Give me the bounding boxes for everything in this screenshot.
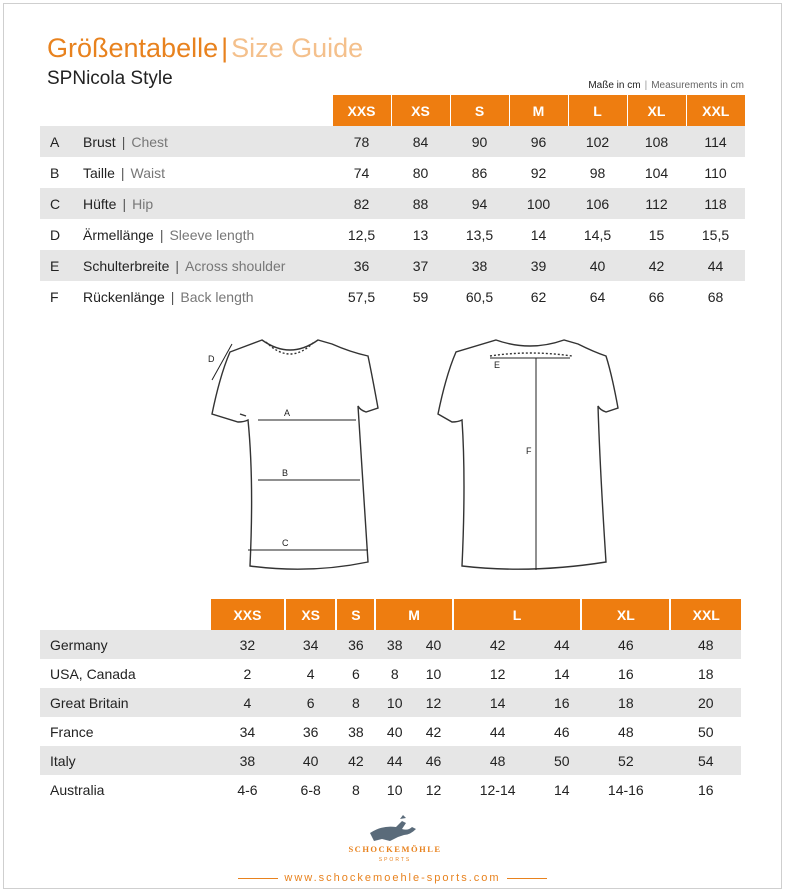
conversion-value: 38 <box>210 746 285 775</box>
size-header: XS <box>285 599 337 630</box>
label-english: Waist <box>130 164 166 181</box>
title-german: Größentabelle <box>47 33 219 63</box>
unit-german: Maße in cm <box>588 80 641 91</box>
label-separator: | <box>120 164 125 181</box>
conversion-value: 38 <box>375 630 414 659</box>
measurement-value: 104 <box>644 164 669 181</box>
conversion-header-row <box>40 599 741 630</box>
conversion-value: 50 <box>697 723 714 740</box>
measurement-value: 108 <box>627 126 686 157</box>
size-header: S <box>450 95 509 126</box>
country-name: Germany <box>40 630 210 659</box>
front-measure-lines <box>212 344 368 550</box>
row-letter: A <box>40 126 83 157</box>
front-view <box>212 340 378 569</box>
conversion-value: 50 <box>542 746 581 775</box>
measurement-value: 80 <box>412 164 429 181</box>
back-measure-lines <box>490 358 570 570</box>
conversion-value: 2 <box>243 665 252 682</box>
measurement-value: 15 <box>648 226 665 243</box>
measurement-value: 94 <box>450 188 509 219</box>
conversion-value: 16 <box>618 665 634 682</box>
row-letter: F <box>50 288 59 305</box>
label-german: Rückenlänge <box>83 288 165 305</box>
measurement-value: 13 <box>412 226 429 243</box>
conversion-value: 48 <box>453 746 542 775</box>
country-name: Great Britain <box>40 688 210 717</box>
label-separator: | <box>122 195 127 212</box>
size-header: XS <box>391 95 450 126</box>
conversion-value: 10 <box>425 665 442 682</box>
measurement-value: 96 <box>509 126 568 157</box>
label-a: A <box>284 408 291 418</box>
measurement-row <box>40 188 745 219</box>
row-letter: D <box>50 226 61 243</box>
size-header: XL <box>627 95 686 126</box>
country-name: USA, Canada <box>50 665 136 682</box>
label-f: F <box>526 446 532 456</box>
row-letter: B <box>50 164 60 181</box>
conversion-value: 6 <box>285 688 337 717</box>
conversion-value: 6-8 <box>300 781 321 798</box>
row-letter: C <box>40 188 83 219</box>
measurements-header-row <box>40 95 745 126</box>
conversion-value: 42 <box>453 630 542 659</box>
conversion-value: 38 <box>348 723 364 740</box>
measurement-value: 64 <box>589 288 606 305</box>
measurement-value: 40 <box>568 250 627 281</box>
conversion-value: 4-6 <box>237 781 258 798</box>
label-b: B <box>282 468 289 478</box>
size-header: M <box>509 95 568 126</box>
conversion-row <box>40 659 741 688</box>
size-header: XXS <box>332 95 391 126</box>
conversion-value: 32 <box>210 630 285 659</box>
conversion-value: 42 <box>336 746 375 775</box>
measurement-value: 59 <box>412 288 429 305</box>
label-german: Brust <box>83 133 116 150</box>
conversion-value: 54 <box>670 746 741 775</box>
website-link[interactable]: www.schockemoehle-sports.com <box>284 872 501 884</box>
measurement-value: 42 <box>627 250 686 281</box>
row-label <box>83 188 332 219</box>
conversion-value: 4 <box>306 665 315 682</box>
header-blank <box>40 95 332 126</box>
conversion-value: 14 <box>453 688 542 717</box>
conversion-value: 48 <box>618 723 634 740</box>
conversion-value: 40 <box>414 630 453 659</box>
size-header: L <box>568 95 627 126</box>
conversion-value: 18 <box>697 665 714 682</box>
label-separator: | <box>159 226 164 243</box>
measurement-value: 100 <box>509 188 568 219</box>
conversion-value: 12 <box>414 688 453 717</box>
measurement-row <box>40 219 745 250</box>
conversion-value: 4 <box>210 688 285 717</box>
measurement-value: 14 <box>530 226 547 243</box>
measurement-value: 74 <box>353 164 370 181</box>
measurement-value: 112 <box>627 188 686 219</box>
brand-name: SCHOCKEMÖHLE <box>348 844 442 854</box>
conversion-value: 46 <box>414 746 453 775</box>
measurement-value: 38 <box>450 250 509 281</box>
measurement-value: 78 <box>332 126 391 157</box>
unit-english: Measurements in cm <box>651 80 744 91</box>
horse-rider-icon <box>370 815 416 841</box>
label-english: Hip <box>132 195 154 212</box>
measurement-value: 66 <box>648 288 665 305</box>
measurement-value: 110 <box>704 164 727 181</box>
measurement-row <box>40 281 745 312</box>
conversion-value: 44 <box>542 630 581 659</box>
country-name: Italy <box>40 746 210 775</box>
label-separator: | <box>175 257 180 274</box>
conversion-value: 14 <box>553 781 570 798</box>
conversion-value: 14-16 <box>607 781 644 798</box>
country-name: Australia <box>50 781 105 798</box>
conversion-value: 48 <box>670 630 741 659</box>
conversion-value: 52 <box>581 746 670 775</box>
conversion-row <box>40 746 741 775</box>
label-d: D <box>208 354 215 364</box>
measurement-value: 60,5 <box>465 288 494 305</box>
title-english: Size Guide <box>231 33 364 63</box>
measurement-value: 84 <box>391 126 450 157</box>
row-label <box>83 219 332 250</box>
front-labels <box>208 354 290 548</box>
conversion-value: 16 <box>697 781 714 798</box>
brand-subname: SPORTS <box>378 857 412 863</box>
measurement-value: 118 <box>686 188 745 219</box>
measurement-value: 13,5 <box>465 226 494 243</box>
conversion-value: 8 <box>351 781 360 798</box>
page-title <box>47 33 363 64</box>
conversion-value: 40 <box>386 723 403 740</box>
conversion-row <box>40 630 741 659</box>
measurement-value: 90 <box>450 126 509 157</box>
conversion-value: 12 <box>489 665 506 682</box>
conversion-value: 44 <box>375 746 414 775</box>
country-name: France <box>50 723 94 740</box>
conversion-row <box>40 717 741 746</box>
label-german: Ärmellänge <box>83 226 154 243</box>
row-label <box>83 281 332 312</box>
conversion-row <box>40 688 741 717</box>
measurement-row <box>40 250 745 281</box>
measurement-value: 88 <box>391 188 450 219</box>
conversion-value: 10 <box>375 688 414 717</box>
measurement-row <box>40 126 745 157</box>
label-english: Chest <box>131 133 168 150</box>
measurement-value: 68 <box>707 288 724 305</box>
size-conversion-table <box>40 599 741 804</box>
row-label <box>83 126 332 157</box>
conversion-value: 42 <box>425 723 442 740</box>
conversion-value: 40 <box>285 746 337 775</box>
conversion-value: 34 <box>239 723 256 740</box>
measurement-value: 57,5 <box>347 288 376 305</box>
row-label <box>83 250 332 281</box>
label-english: Back length <box>180 288 254 305</box>
measurement-value: 86 <box>471 164 488 181</box>
conversion-value: 18 <box>581 688 670 717</box>
measurement-value: 37 <box>391 250 450 281</box>
conversion-value: 12-14 <box>479 781 516 798</box>
measurement-value: 98 <box>589 164 606 181</box>
conversion-value: 36 <box>302 723 319 740</box>
row-letter: E <box>40 250 83 281</box>
measurement-value: 12,5 <box>347 226 376 243</box>
label-separator: | <box>170 288 175 305</box>
size-header: S <box>336 599 375 630</box>
header-blank <box>40 599 210 630</box>
conversion-value: 10 <box>386 781 403 798</box>
size-header: XXS <box>210 599 285 630</box>
measurement-value: 106 <box>568 188 627 219</box>
conversion-value: 16 <box>542 688 581 717</box>
size-header: XXL <box>686 95 745 126</box>
size-header: M <box>375 599 453 630</box>
measurement-value: 102 <box>568 126 627 157</box>
measurement-value: 82 <box>332 188 391 219</box>
conversion-value: 46 <box>553 723 570 740</box>
row-label <box>83 157 332 188</box>
unit-note <box>588 80 744 91</box>
conversion-value: 20 <box>670 688 741 717</box>
measurement-value: 44 <box>686 250 745 281</box>
footer-divider <box>238 878 278 879</box>
label-english: Across shoulder <box>185 257 286 274</box>
brand-logo <box>330 815 460 863</box>
measurement-value: 36 <box>332 250 391 281</box>
size-header: XL <box>581 599 670 630</box>
measurements-table <box>40 95 745 312</box>
size-header: L <box>453 599 581 630</box>
conversion-value: 44 <box>489 723 506 740</box>
title-separator: | <box>221 33 229 63</box>
footer-url-block <box>0 872 785 884</box>
label-german: Schulterbreite <box>83 257 170 274</box>
label-e: E <box>494 360 501 370</box>
unit-separator: | <box>644 80 648 91</box>
conversion-value: 34 <box>285 630 337 659</box>
conversion-value: 14 <box>553 665 570 682</box>
label-separator: | <box>121 133 126 150</box>
conversion-row <box>40 775 741 804</box>
conversion-value: 12 <box>425 781 442 798</box>
product-subtitle: SPNicola Style <box>47 68 173 89</box>
footer-divider <box>507 878 547 879</box>
size-header: XXL <box>670 599 741 630</box>
conversion-value: 8 <box>390 665 399 682</box>
conversion-value: 6 <box>351 665 360 682</box>
conversion-value: 36 <box>336 630 375 659</box>
measurement-value: 14,5 <box>583 226 612 243</box>
measurement-value: 62 <box>530 288 547 305</box>
label-german: Hüfte <box>83 195 117 212</box>
label-german: Taille <box>83 164 115 181</box>
label-c: C <box>282 538 289 548</box>
label-english: Sleeve length <box>169 226 255 243</box>
front-shirt-outline <box>212 340 378 569</box>
measurement-value: 15,5 <box>701 226 730 243</box>
conversion-value: 46 <box>581 630 670 659</box>
measurement-value: 114 <box>686 126 745 157</box>
measurement-row <box>40 157 745 188</box>
garment-diagram <box>200 330 620 580</box>
back-labels <box>494 360 532 456</box>
conversion-value: 8 <box>336 688 375 717</box>
measurement-value: 92 <box>530 164 547 181</box>
measurement-value: 39 <box>509 250 568 281</box>
